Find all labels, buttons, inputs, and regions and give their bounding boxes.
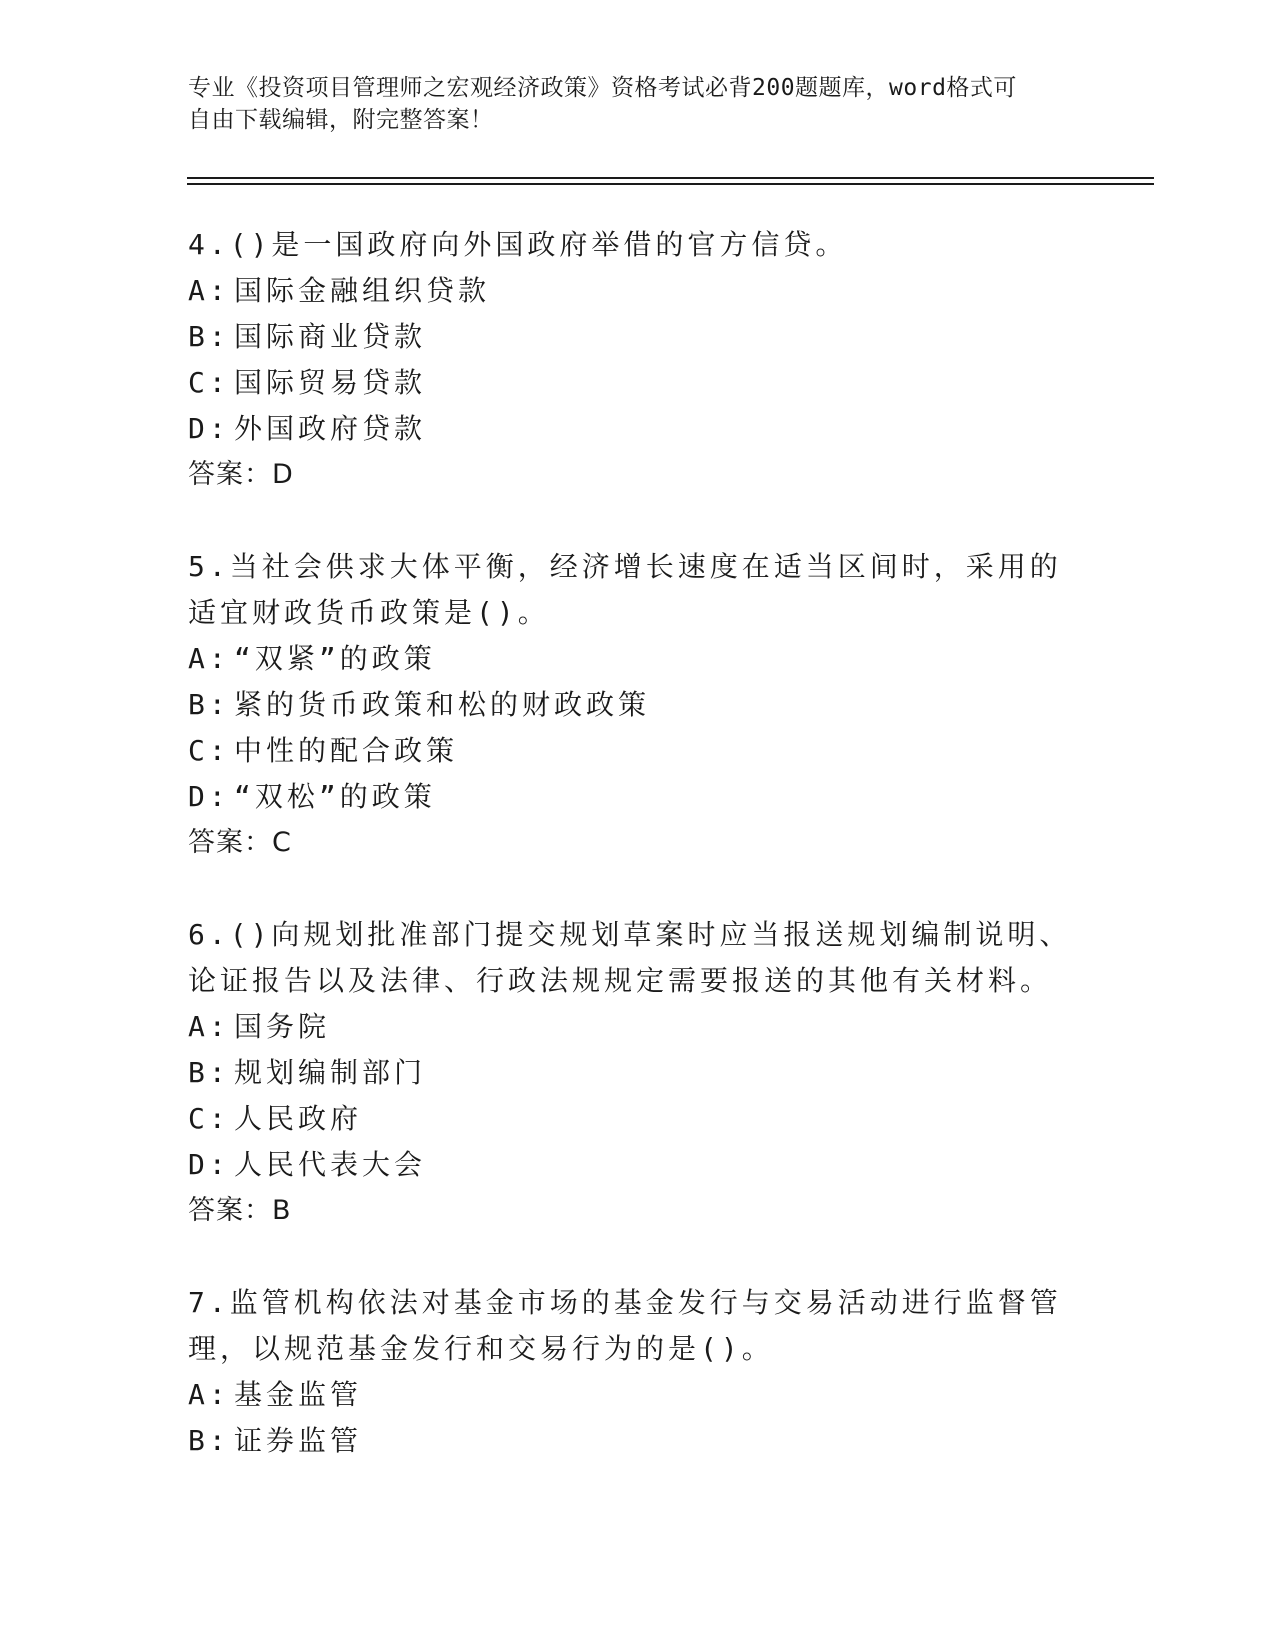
- header-divider-bottom: [187, 183, 1154, 185]
- option-letter: A:: [188, 274, 230, 307]
- option-letter: C:: [188, 1102, 230, 1135]
- option-letter: D:: [188, 412, 230, 445]
- option-c: [188, 1096, 1088, 1142]
- question-4: [188, 222, 1088, 498]
- option-c: [188, 360, 1088, 406]
- option-a: [188, 1004, 1088, 1050]
- option-letter: B:: [188, 688, 230, 721]
- option-letter: B:: [188, 1424, 230, 1457]
- option-text: 国际商业贷款: [234, 320, 427, 353]
- option-text: 证券监管: [234, 1424, 363, 1457]
- option-a: [188, 268, 1088, 314]
- option-text: 外国政府贷款: [234, 412, 427, 445]
- option-letter: C:: [188, 734, 230, 767]
- option-b: [188, 1050, 1088, 1096]
- option-letter: B:: [188, 320, 230, 353]
- option-text: 紧的货币政策和松的财政政策: [234, 688, 651, 721]
- option-d: [188, 406, 1088, 452]
- question-list: [188, 222, 1088, 1510]
- option-text: “双松”的政策: [234, 780, 436, 813]
- option-a: [188, 636, 1088, 682]
- option-b: [188, 314, 1088, 360]
- option-b: [188, 682, 1088, 728]
- option-text: 基金监管: [234, 1378, 363, 1411]
- option-letter: D:: [188, 780, 230, 813]
- question-7: [188, 1280, 1088, 1464]
- option-letter: A:: [188, 1010, 230, 1043]
- answer-line: 答案：D: [188, 459, 294, 490]
- option-text: 国际贸易贷款: [234, 366, 427, 399]
- option-letter: B:: [188, 1056, 230, 1089]
- answer-line: 答案：C: [188, 827, 292, 858]
- header-line-1: 专业《投资项目管理师之宏观经济政策》资格考试必背200题题库，word格式可: [188, 75, 1017, 101]
- document-header: [188, 72, 1088, 136]
- option-d: [188, 1142, 1088, 1188]
- question-stem: 5.当社会供求大体平衡，经济增长速度在适当区间时，采用的适宜财政货币政策是()。: [188, 550, 1062, 629]
- option-letter: A:: [188, 642, 230, 675]
- question-5: [188, 544, 1088, 866]
- option-text: 中性的配合政策: [234, 734, 459, 767]
- option-text: 人民代表大会: [234, 1148, 427, 1181]
- option-letter: C:: [188, 366, 230, 399]
- header-divider-top: [187, 177, 1154, 179]
- option-a: [188, 1372, 1088, 1418]
- option-c: [188, 728, 1088, 774]
- option-letter: D:: [188, 1148, 230, 1181]
- option-text: 国际金融组织贷款: [234, 274, 491, 307]
- question-stem: 6.()向规划批准部门提交规划草案时应当报送规划编制说明、论证报告以及法律、行政法规规定需要报送的其他有关材料。: [188, 918, 1072, 997]
- option-text: “双紧”的政策: [234, 642, 436, 675]
- header-line-2: 自由下载编辑，附完整答案！: [188, 107, 494, 133]
- question-stem: 7.监管机构依法对基金市场的基金发行与交易活动进行监督管理，以规范基金发行和交易行为的是()。: [188, 1286, 1062, 1365]
- option-b: [188, 1418, 1088, 1464]
- question-stem: 4.()是一国政府向外国政府举借的官方信贷。: [188, 228, 848, 261]
- answer-line: 答案：B: [188, 1195, 292, 1226]
- option-text: 人民政府: [234, 1102, 363, 1135]
- option-d: [188, 774, 1088, 820]
- option-text: 国务院: [234, 1010, 331, 1043]
- question-6: [188, 912, 1088, 1234]
- option-text: 规划编制部门: [234, 1056, 427, 1089]
- option-letter: A:: [188, 1378, 230, 1411]
